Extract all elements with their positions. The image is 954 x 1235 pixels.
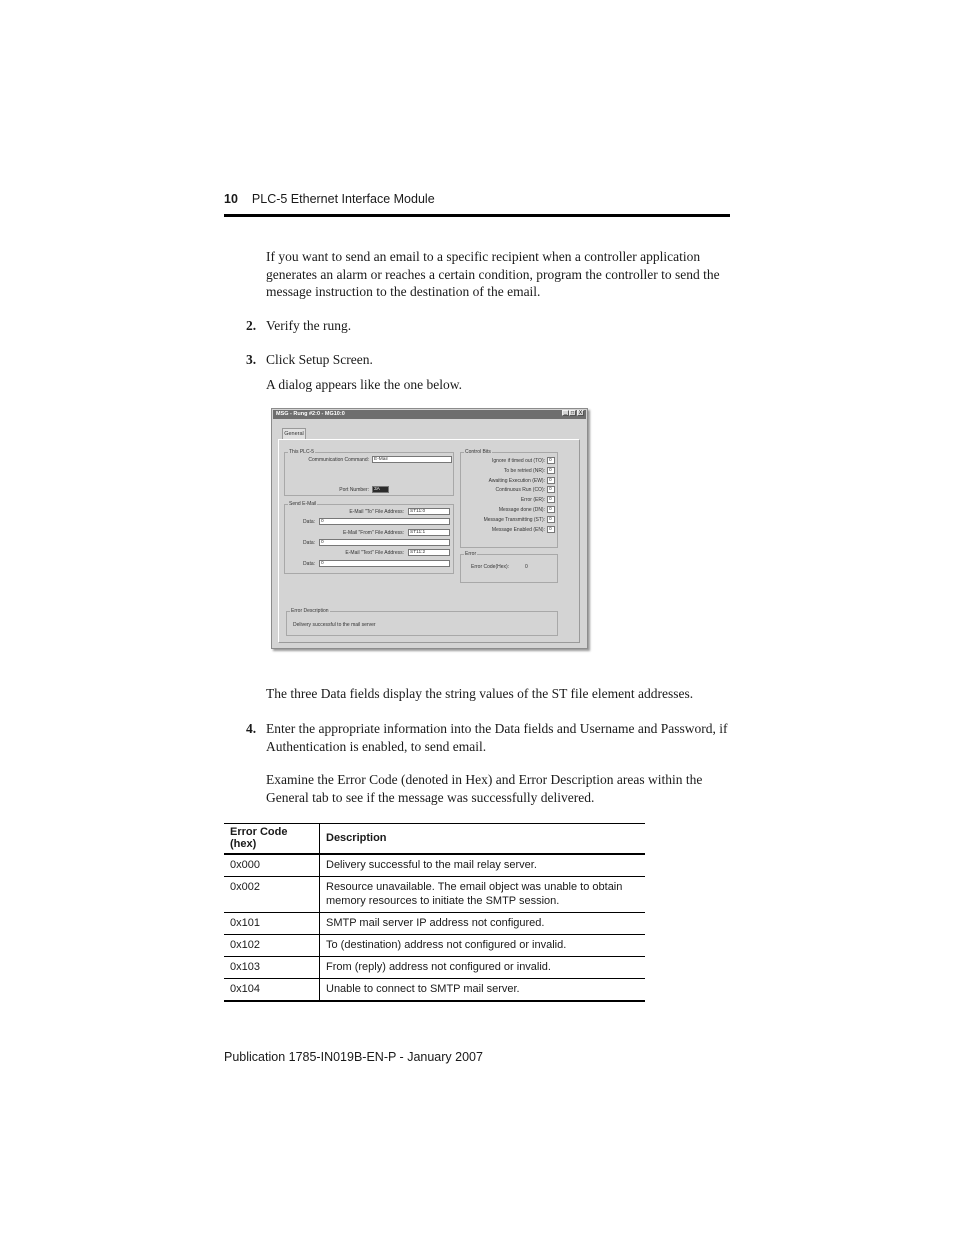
control-bit-field[interactable]: 0 [547,516,555,523]
send-email-label: Send E-Mail [289,501,317,507]
step-2 [246,317,351,335]
control-bit-label: Message Enabled (EN): [491,527,545,533]
control-bit-label: Message done (DN): [498,507,545,513]
control-bit-label: Error (ER): [520,497,545,503]
to-data-field[interactable]: 0 [319,518,450,525]
description-cell: Unable to connect to SMTP mail server. [320,979,646,1002]
error-code-cell: 0x103 [224,957,320,979]
to-data-label: Data: [303,519,315,525]
error-code-cell: 0x000 [224,854,320,877]
control-bit-field[interactable]: 0 [547,506,555,513]
dialog-intro: A dialog appears like the one below. [266,377,462,392]
to-address-label: E-Mail "To" File Address: [349,509,404,515]
maximize-icon[interactable]: □ [570,410,575,416]
error-code-cell: 0x002 [224,877,320,913]
to-address-field[interactable]: ST11:0 [408,508,450,515]
close-icon[interactable]: X [578,410,583,416]
this-plc-label: This PLC-5 [289,449,315,455]
text-data-label: Data: [303,561,315,567]
control-bit-label: Message Transmitting (ST): [483,517,545,523]
text-address-field[interactable]: ST11:2 [408,549,450,556]
table-row [224,913,645,935]
column-header-error-code: Error Code (hex) [224,824,320,855]
page-number: 10 [224,192,238,206]
error-description-group [286,608,558,636]
description-cell: Resource unavailable. The email object was unable to obtain memory resources to initiate the SMTP session. [320,877,646,913]
step-number: 3. [246,352,257,367]
description-cell: From (reply) address not configured or invalid. [320,957,646,979]
control-bit-field[interactable]: 0 [547,486,555,493]
port-number-field[interactable]: 3A [372,486,389,493]
tab-general[interactable]: General [282,428,306,439]
error-code-cell: 0x104 [224,979,320,1002]
port-number-label: Port Number: [339,487,369,493]
data-fields-paragraph: The three Data fields display the string values of the ST file element addresses. [266,686,694,701]
step-text: Click Setup Screen. [266,352,373,367]
step-number: 2. [246,318,257,333]
msg-setup-dialog [271,408,588,649]
step-number: 4. [246,721,257,736]
table-row [224,877,645,913]
intro-paragraph: If you want to send an email to a specific recipient when a controller application generates an alarm or reaches a certain condition, program the controller to send the message instruction to the destination of the email. [266,249,720,299]
examine-paragraph: Examine the Error Code (denoted in Hex) and Error Description areas within the General tab to see if the message was successfully delivered. [266,772,703,805]
error-code-value: 0 [525,564,528,570]
description-cell: To (destination) address not configured or invalid. [320,935,646,957]
step-3 [246,351,373,369]
error-code-cell: 0x101 [224,913,320,935]
send-email-group [284,501,454,574]
control-bit-label: To be retried (NR): [503,468,545,474]
error-code-table [224,823,645,1002]
control-bit-field[interactable]: 0 [547,477,555,484]
table-row [224,935,645,957]
control-bit-field[interactable]: 0 [547,457,555,464]
table-row [224,979,645,1002]
publication-footer: Publication 1785-IN019B-EN-P - January 2007 [224,1050,483,1064]
from-address-label: E-Mail "From" File Address: [342,530,404,536]
error-label: Error [465,551,477,557]
header-rule [224,214,730,217]
from-data-field[interactable]: 0 [319,539,450,546]
text-data-field[interactable]: 0 [319,560,450,567]
dialog-title: MSG - Rung #2:0 - MG10:0 [276,411,345,417]
comm-command-label: Communication Command: [308,457,369,463]
column-header-description: Description [320,824,646,855]
control-bits-group [460,449,558,548]
step-4 [246,720,731,755]
error-group [460,551,558,583]
control-bit-field[interactable]: 0 [547,526,555,533]
control-bit-field[interactable]: 0 [547,467,555,474]
table-row [224,854,645,877]
from-address-field[interactable]: ST11:1 [408,529,450,536]
control-bit-label: Awaiting Execution (EW): [488,478,545,484]
step-text: Verify the rung. [266,318,352,333]
description-cell: Delivery successful to the mail relay server. [320,854,646,877]
control-bit-label: Continuous Run (CO): [495,487,545,493]
comm-command-field[interactable]: E-Mail [372,456,452,463]
header-title: PLC-5 Ethernet Interface Module [251,192,435,206]
text-address-label: E-Mail "Text" File Address: [345,550,404,556]
minimize-icon[interactable]: _ [562,410,569,416]
control-bits-label: Control Bits [465,449,491,455]
table-header-row [224,824,645,855]
error-code-label: Error Code(Hex): [471,564,510,570]
error-description-text: Delivery successful to the mail server [293,622,376,628]
control-bit-field[interactable]: 0 [547,496,555,503]
dialog-title-bar [273,410,586,419]
error-description-label: Error Description [291,608,329,614]
description-cell: SMTP mail server IP address not configured. [320,913,646,935]
error-code-cell: 0x102 [224,935,320,957]
table-row [224,957,645,979]
this-plc-group [284,449,454,496]
control-bit-label: Ignore if timed out (TO): [492,458,545,464]
page-header [224,192,730,206]
from-data-label: Data: [303,540,315,546]
step-text: Enter the appropriate information into the Data fields and Username and Password, if Authentication is enabled, to send email. [266,721,728,754]
